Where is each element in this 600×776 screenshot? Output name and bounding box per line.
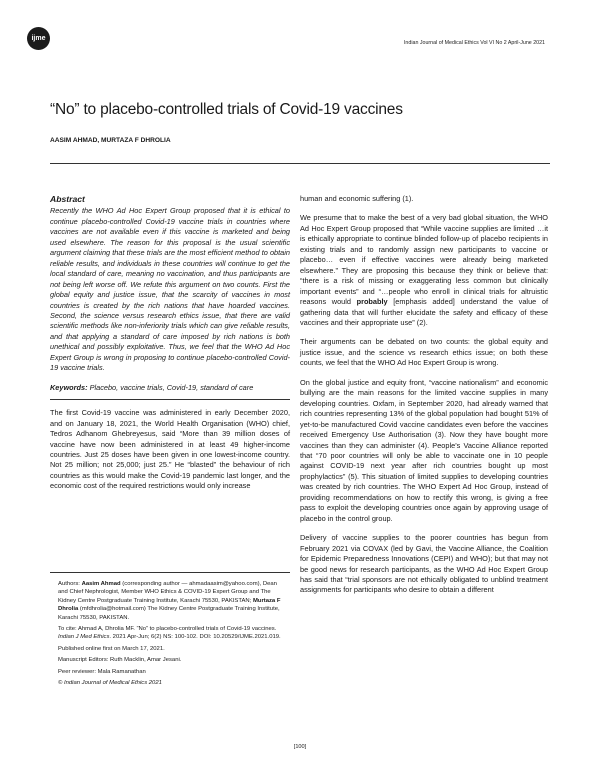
paragraph-2-end: [emphasis added] understand the value of gathering data that will further elucidate the safety and efficacy of these vaccines and their appropriate use” (2). (300, 297, 548, 327)
keywords-text: Placebo, vaccine trials, Covid-19, standard of care (89, 382, 254, 392)
article-authors: AASIM AHMAD, MURTAZA F DHROLIA (50, 137, 171, 144)
published-date: Published online first on March 17, 2021. (58, 645, 165, 652)
authors-label: Authors: (58, 581, 80, 587)
keywords-label: Keywords: (50, 382, 88, 392)
abstract-divider (50, 399, 290, 400)
emphasis-probably: probably (356, 297, 388, 307)
body-paragraph-continued: human and economic suffering (1). (300, 194, 414, 203)
citation-start: To cite: Ahmad A, Dhrolia MF. “No” to placebo-controlled trials of Covid-19 vaccines. (58, 626, 277, 633)
body-paragraph-1: The first Covid-19 vaccine was administered in early December 2020, and on January 18, 2021, the World Health Organisation (WHO) chief, Tedros Adhanom Ghebreyesus, said “More than 39 million doses of vaccine have now been administered in at least 49 higher-income countries. Just 25 doses have been given in one lowest-income country. Not 25 million; not 25,000; just 25.” He “blasted” the behaviour of rich countries as this would make the Covid-19 pandemic last longer, and the economic cost of the required restrictions would only increase (50, 408, 290, 491)
body-paragraph-4: On the global justice and equity front, “vaccine nationalism” and economic bullying are the main reasons for the limited vaccine supplies in many developing countries. Oxfam, in September 2020, had already warned that rich countries representing 13% of the global population had bought 51% of yet-to-be manufactured Covid vaccine candidates even before the vaccines received Emergency Use Authorisation (3). Now they have bought more vaccines than they can administer (4). People’s Vaccine Alliance reported that “70 poor countries will only be able to vaccinate one in 10 people against COVID-19 next year after rich countries bought up most prophylactics” (5). This situation of limited supplies to developing countries was created by rich countries. The WHO Expert Ad Hoc Group, instead of providing recommendations on how to rectify this wrong, is giving a free pass to exploit the developing countries once again by approving usage of placebo in the control group. (300, 377, 548, 523)
left-column (50, 194, 290, 492)
author-details (58, 580, 282, 622)
right-column (300, 194, 548, 605)
author-2-name: Murtaza F Dhrolia (58, 597, 281, 613)
body-paragraph-5: Delivery of vaccine supplies to the poorer countries has begun from February 2021 via COVAX (led by Gavi, the Vaccine Alliance, the Coalition for Epidemic Preparedness Innovations (CEPI) and WHO); but that may not be good news for research participants, as the WHO Ad Hoc Expert Group has said that “trial sponsors are not ethically obligated to unblind treatment assignments for participants who desire to obtain a different (300, 533, 548, 595)
author-info-box (50, 572, 290, 732)
body-paragraph-2 (300, 213, 548, 328)
copyright: © Indian Journal of Medical Ethics 2021 (58, 680, 162, 687)
author-1-name: Aasim Ahmad (81, 581, 121, 587)
citation-journal: Indian J Med Ethics (58, 634, 110, 641)
citation (58, 625, 282, 642)
keywords (50, 383, 290, 393)
title-divider (50, 163, 550, 164)
journal-logo-text: ijme (31, 35, 46, 42)
manuscript-editors: Manuscript Editors: Ruth Macklin, Amar Jesani. (58, 657, 182, 664)
abstract-heading: Abstract (50, 194, 85, 204)
citation-end: . 2021 Apr-Jun; 6(2) NS: 100-102. DOI: 10.20529/IJME.2021.019. (109, 634, 281, 641)
paragraph-2-start: We presume that to make the best of a very bad global situation, the WHO Ad Hoc Expert Group proposed that “While vaccine supplies are limited …it is ethically appropriate to continue blinded follow-up of placebo recipients in existing trials and to randomly assign new participants to vaccine or placebo… even if effective vaccines were already being marketed elsewhere.” They are proposing this because they think or believe that: “there is a risk of missing or exaggerating less common but clinically important events” and “…people who enroll in clinical trials for altruistic reasons would (300, 213, 548, 307)
peer-reviewer: Peer reviewer: Mala Ramanathan (58, 668, 146, 675)
journal-logo (27, 27, 50, 50)
article-title: “No” to placebo-controlled trials of Covid-19 vaccines (50, 101, 403, 118)
author-2-details: (mfdhrolia@hotmail.com) The Kidney Centre Postgraduate Training Institute, Karachi 75530, PAKISTAN. (58, 606, 280, 621)
journal-header: Indian Journal of Medical Ethics Vol VI No 2 April-June 2021 (403, 40, 545, 46)
page-number: [100] (293, 744, 307, 750)
abstract-text: Recently the WHO Ad Hoc Expert Group proposed that it is ethical to continue placebo-controlled Covid-19 vaccine trials in countries where vaccines are not available even if this vaccine is marketed and being used elsewhere. The reason for this proposal is the usual scientific argument claiming that these trials are the most efficient method to obtain reliable results, and individuals in these countries will continue to get the local standard of care, meaning no vaccination, and thus participants are not being left worse off. We refute this argument on two counts. First the global equity and justice issue, that the scarcity of vaccines in most countries is created by the rich nations that have hoarded vaccines. Second, the science versus research ethics issue, that there are valid scientific methods like non-inferiority trials which can give reliable results, and that applying a standard of care imposed by rich nations is both unethical and possibly exploitative. Thus, we feel that the WHO Ad Hoc Expert Group is wrong in proposing to continue placebo-controlled Covid-19 vaccine trials. (50, 206, 290, 373)
author-1-details: (corresponding author — ahmadaasim@yahoo.com), Dean and Chief Nephrologist, Member WHO Ethics & COVID-19 Expert Group and The Kidney Centre Postgraduate Training Institute, Karachi 75530, PAKISTAN; (58, 581, 277, 604)
body-paragraph-3: Their arguments can be debated on two counts: the global equity and justice issue, and the science vs research ethics issue; on both these counts, we feel that the WHO Ad Hoc Expert Group is wrong. (300, 337, 548, 368)
